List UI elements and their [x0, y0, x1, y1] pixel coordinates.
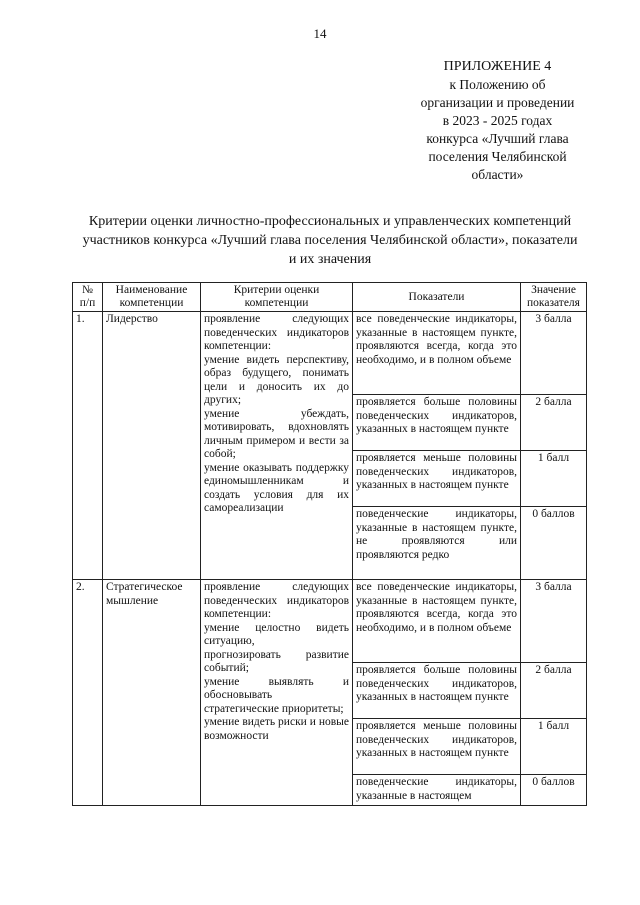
criteria-line: проявление следующих поведенческих индикаторов компетенции:	[204, 313, 349, 352]
appendix-line: поселения Челябинской	[428, 149, 567, 164]
header-value: Значение показателя	[521, 283, 587, 312]
row-number: 2.	[73, 580, 103, 806]
header-competency: Наименование компетенции	[103, 283, 201, 312]
header-indicators: Показатели	[353, 283, 521, 312]
score-cell: 2 балла	[521, 395, 587, 451]
indicator-cell: проявляется меньше половины поведенческих индикаторов, указанных в настоящем пункте	[353, 719, 521, 775]
score-cell: 1 балл	[521, 451, 587, 507]
indicator-cell: все поведенческие индикаторы, указанные в настоящем пункте, проявляются всегда, когда это необходимо, и в полном объеме	[353, 580, 521, 663]
appendix-line: конкурса «Лучший глава	[426, 131, 569, 146]
appendix-line: организации и проведении	[420, 95, 575, 110]
appendix-title: ПРИЛОЖЕНИЕ 4	[443, 59, 552, 74]
criteria-cell	[201, 312, 353, 580]
appendix-block	[395, 58, 600, 184]
criteria-line: умение видеть перспективу, образ будущего, понимать цели и доносить их до других;	[204, 353, 349, 406]
indicator-cell: поведенческие индикаторы, указанные в настоящем пункте, не проявляются или проявляются редко	[353, 507, 521, 580]
table-row	[73, 312, 587, 395]
table-header-row	[73, 283, 587, 312]
criteria-cell	[201, 580, 353, 806]
row-number: 1.	[73, 312, 103, 580]
indicator-cell: поведенческие индикаторы, указанные в настоящем	[353, 775, 521, 806]
score-cell: 3 балла	[521, 580, 587, 663]
criteria-line: умение убеждать, мотивировать, вдохновлять личным примером и вести за собой;	[204, 407, 349, 460]
appendix-line: области»	[471, 167, 524, 182]
competency-name: Стратегическое мышление	[103, 580, 201, 806]
score-cell: 1 балл	[521, 719, 587, 775]
score-cell: 3 балла	[521, 312, 587, 395]
criteria-line: умение выявлять и обосновывать стратегические приоритеты;	[204, 675, 349, 715]
header-num: № п/п	[73, 283, 103, 312]
indicator-cell: все поведенческие индикаторы, указанные в настоящем пункте, проявляются всегда, когда это необходимо, и в полном объеме	[353, 312, 521, 395]
indicator-cell: проявляется меньше половины поведенческих индикаторов, указанных в настоящем пункте	[353, 451, 521, 507]
page-number: 14	[313, 26, 327, 41]
document-heading: Критерии оценки личностно-профессиональных и управленческих компетенций участников конкурса «Лучший глава поселения Челябинской области», показатели и их значения	[82, 214, 578, 267]
table-row	[73, 580, 587, 663]
appendix-line: к Положению об	[449, 77, 546, 92]
criteria-line: умение видеть риски и новые возможности	[204, 716, 349, 742]
competency-name: Лидерство	[103, 312, 201, 580]
criteria-table	[72, 282, 587, 806]
indicator-cell: проявляется больше половины поведенческих индикаторов, указанных в настоящем пункте	[353, 395, 521, 451]
score-cell: 0 баллов	[521, 775, 587, 806]
score-cell: 0 баллов	[521, 507, 587, 580]
criteria-line: проявление следующих поведенческих индикаторов компетенции:	[204, 581, 349, 620]
appendix-line: в 2023 - 2025 годах	[442, 113, 553, 128]
criteria-line: умение оказывать поддержку единомышленникам и создать условия для их самореализации	[204, 461, 349, 514]
header-criteria: Критерии оценки компетенции	[201, 283, 353, 312]
criteria-line: прогнозировать развитие событий;	[204, 648, 349, 674]
score-cell: 2 балла	[521, 663, 587, 719]
indicator-cell: проявляется больше половины поведенческих индикаторов, указанных в настоящем пункте	[353, 663, 521, 719]
criteria-line: умение целостно видеть ситуацию,	[204, 621, 349, 647]
